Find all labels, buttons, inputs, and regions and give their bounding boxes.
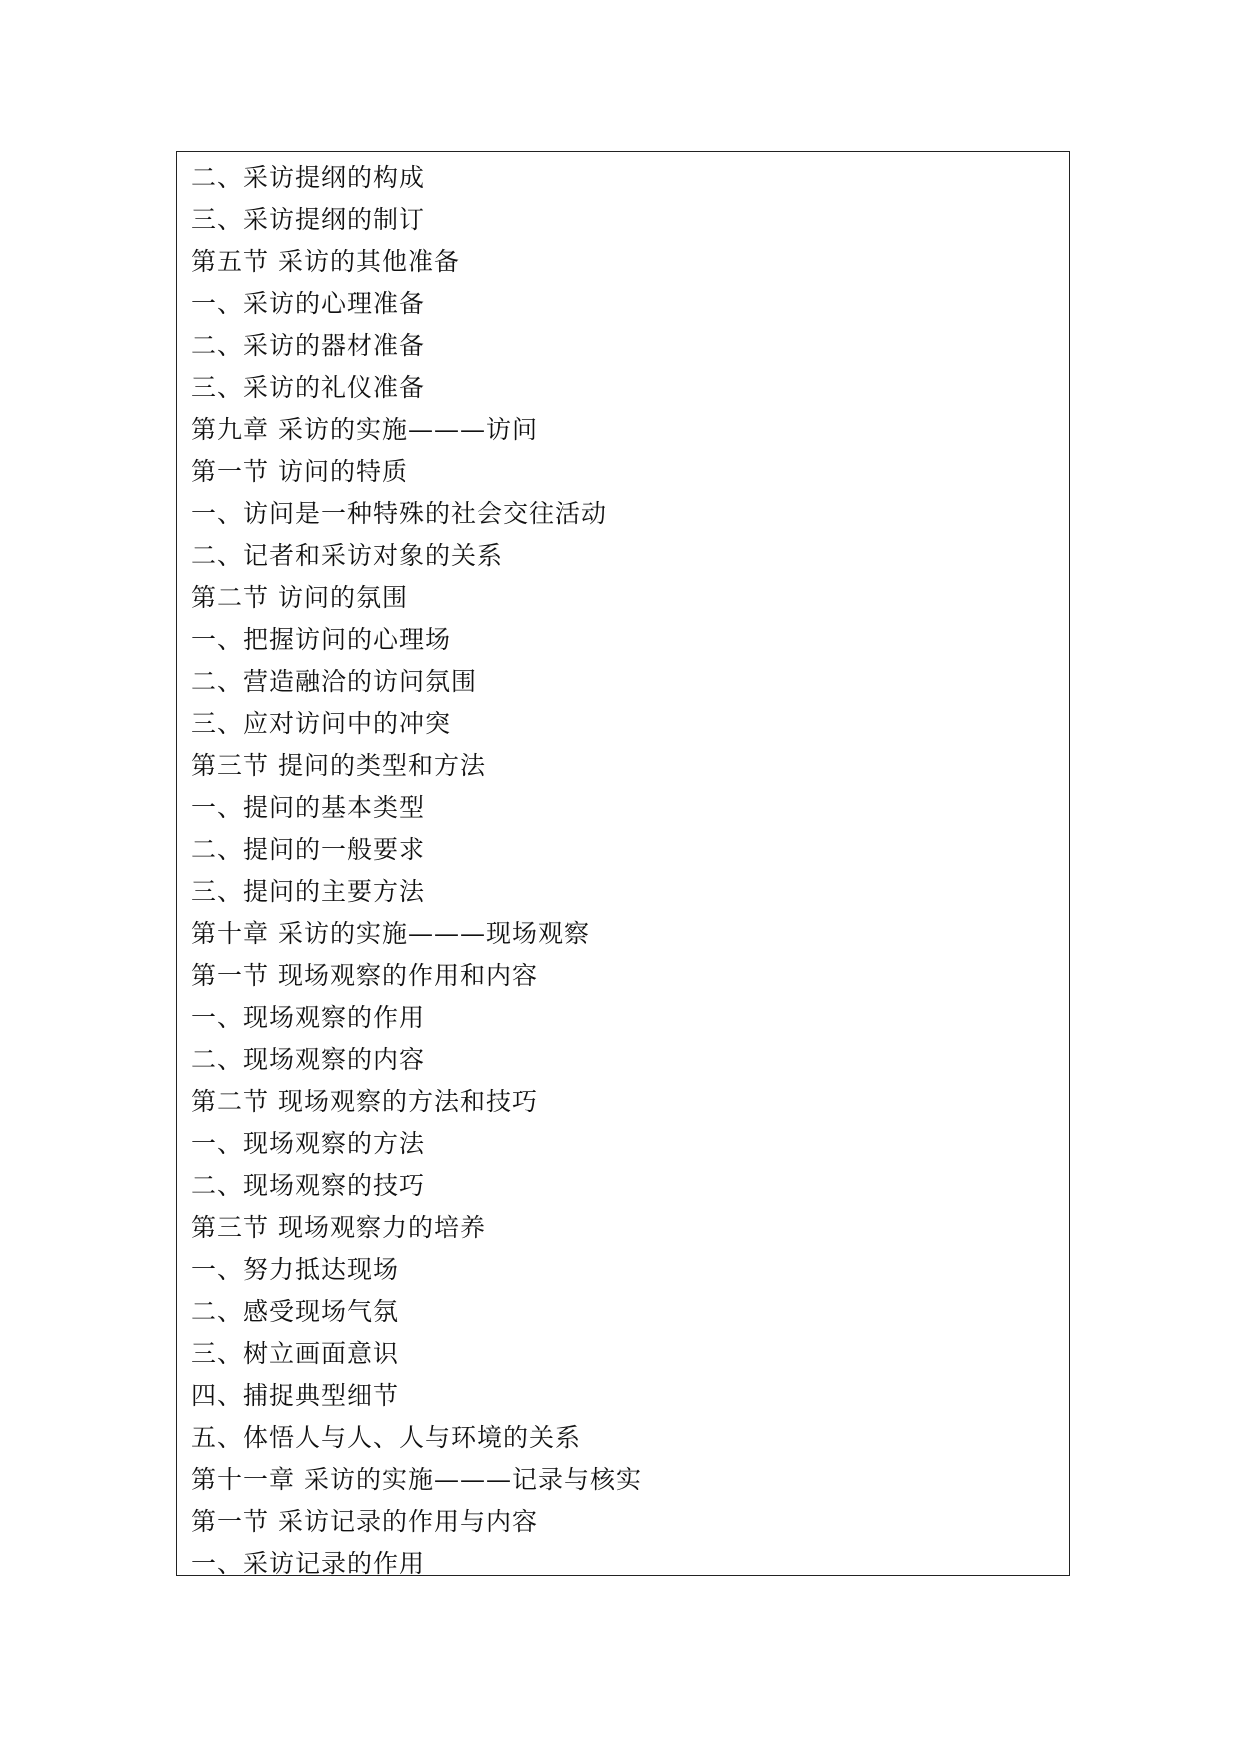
outline-line: 二、现场观察的内容 bbox=[191, 1045, 426, 1074]
outline-line: 二、现场观察的技巧 bbox=[191, 1171, 426, 1200]
outline-line: 第一节 访问的特质 bbox=[191, 457, 408, 486]
outline-line: 第一节 采访记录的作用与内容 bbox=[191, 1507, 538, 1536]
outline-line: 二、感受现场气氛 bbox=[191, 1297, 400, 1326]
outline-line: 一、访问是一种特殊的社会交往活动 bbox=[191, 499, 608, 528]
outline-line: 三、采访的礼仪准备 bbox=[191, 373, 426, 402]
outline-line: 第五节 采访的其他准备 bbox=[191, 247, 460, 276]
outline-line: 一、现场观察的方法 bbox=[191, 1129, 426, 1158]
outline-line: 一、现场观察的作用 bbox=[191, 1003, 426, 1032]
outline-line: 二、采访提纲的构成 bbox=[191, 163, 426, 192]
outline-line: 第十一章 采访的实施———记录与核实 bbox=[191, 1465, 642, 1494]
outline-line: 第九章 采访的实施———访问 bbox=[191, 415, 538, 444]
outline-line: 二、采访的器材准备 bbox=[191, 331, 426, 360]
outline-line: 二、记者和采访对象的关系 bbox=[191, 541, 504, 570]
outline-line: 第一节 现场观察的作用和内容 bbox=[191, 961, 538, 990]
outline-line: 一、努力抵达现场 bbox=[191, 1255, 400, 1284]
outline-line: 一、采访记录的作用 bbox=[191, 1549, 426, 1578]
outline-line: 第三节 现场观察力的培养 bbox=[191, 1213, 486, 1242]
outline-line: 一、把握访问的心理场 bbox=[191, 625, 452, 654]
outline-line: 一、采访的心理准备 bbox=[191, 289, 426, 318]
outline-line: 第三节 提问的类型和方法 bbox=[191, 751, 486, 780]
course-outline-list bbox=[191, 157, 1051, 1585]
outline-line: 二、提问的一般要求 bbox=[191, 835, 426, 864]
outline-line: 一、提问的基本类型 bbox=[191, 793, 426, 822]
outline-line: 三、树立画面意识 bbox=[191, 1339, 400, 1368]
outline-line: 四、捕捉典型细节 bbox=[191, 1381, 400, 1410]
outline-line: 三、提问的主要方法 bbox=[191, 877, 426, 906]
outline-line: 第二节 现场观察的方法和技巧 bbox=[191, 1087, 538, 1116]
outline-line: 三、应对访问中的冲突 bbox=[191, 709, 452, 738]
outline-line: 二、营造融洽的访问氛围 bbox=[191, 667, 478, 696]
outline-line: 五、体悟人与人、人与环境的关系 bbox=[191, 1423, 582, 1452]
outline-line: 第十章 采访的实施———现场观察 bbox=[191, 919, 590, 948]
outline-line: 第二节 访问的氛围 bbox=[191, 583, 408, 612]
outline-line: 三、采访提纲的制订 bbox=[191, 205, 426, 234]
